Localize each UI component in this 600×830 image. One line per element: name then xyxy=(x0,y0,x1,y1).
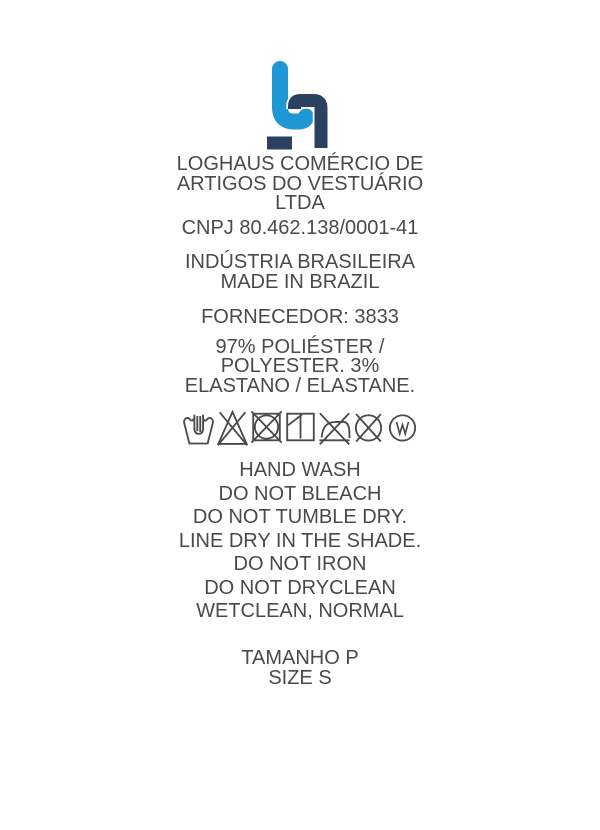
care-instruction-line: DO NOT BLEACH xyxy=(218,482,382,505)
brand-logo xyxy=(0,0,600,153)
care-instruction-line: HAND WASH xyxy=(239,459,361,481)
do-not-iron-icon xyxy=(318,406,351,448)
size-line-pt: TAMANHO P xyxy=(241,646,359,669)
care-instruction-line: DO NOT DRYCLEAN xyxy=(204,576,396,599)
care-instruction-line: DO NOT IRON xyxy=(233,553,367,575)
company-cnpj: CNPJ 80.462.138/0001-41 xyxy=(181,216,419,239)
care-instruction-line: LINE DRY IN THE SHADE. xyxy=(178,529,422,552)
composition-line: 97% POLIÉSTER / xyxy=(215,335,385,358)
care-instructions xyxy=(0,459,600,624)
company-line: LTDA xyxy=(275,192,325,214)
fabric-composition xyxy=(0,335,600,397)
size-line-en: SIZE S xyxy=(268,666,332,689)
do-not-dryclean-icon xyxy=(352,406,385,448)
care-symbols-row xyxy=(0,405,600,449)
do-not-bleach-icon xyxy=(216,406,249,448)
hand-wash-icon xyxy=(182,406,215,448)
do-not-tumble-dry-icon xyxy=(250,406,283,448)
company-line: LOGHAUS COMÉRCIO DE xyxy=(176,153,424,175)
wet-clean-normal-icon xyxy=(386,406,419,448)
supplier-code: FORNECEDOR: 3833 xyxy=(201,306,399,328)
company-line: ARTIGOS DO VESTUÁRIO xyxy=(176,172,424,195)
size-block xyxy=(0,648,600,688)
care-instruction-line: DO NOT TUMBLE DRY. xyxy=(192,506,408,528)
origin-block xyxy=(0,253,600,292)
composition-line: ELASTANO / ELASTANE. xyxy=(184,374,416,397)
line-dry-in-shade-icon xyxy=(284,406,317,448)
origin-line-pt: INDÚSTRIA BRASILEIRA xyxy=(184,251,416,273)
company-name xyxy=(0,155,600,214)
composition-line: POLYESTER. 3% xyxy=(220,355,380,377)
origin-line-en: MADE IN BRAZIL xyxy=(220,270,380,293)
care-instruction-line: WETCLEAN, NORMAL xyxy=(196,600,404,622)
loghaus-logo-icon xyxy=(255,58,345,153)
